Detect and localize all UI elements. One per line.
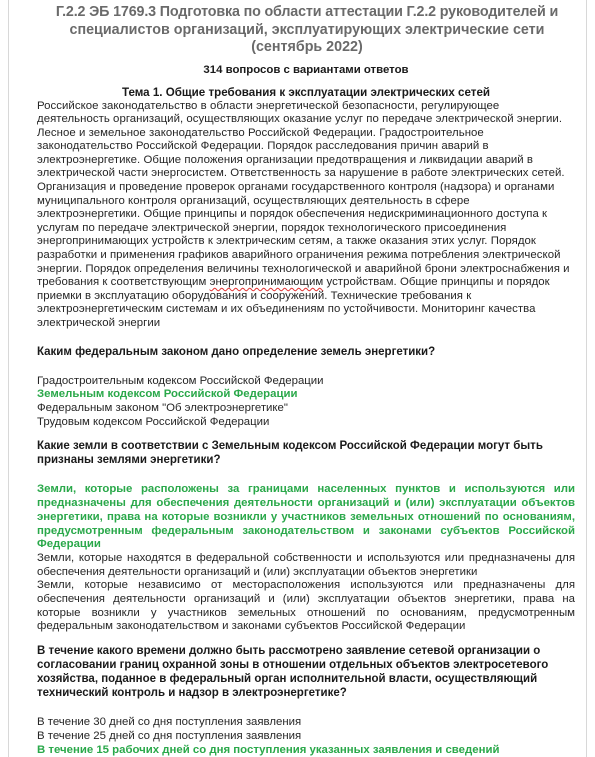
document-title-line-3: (сентябрь 2022) — [251, 39, 363, 55]
question-1: Каким федеральным законом дано определение земель энергетики? — [37, 345, 436, 358]
answer-3-3-correct: В течение 15 рабочих дней со дня поступления указанных заявления и сведений — [37, 743, 500, 756]
answer-list-1 — [37, 375, 575, 430]
answer-2-2: Земли, которые находятся в федеральной собственности и используются или предназначены для обеспечения деятельности организаций и (или) эксплуатации объектов энергетики — [37, 551, 575, 578]
document-title — [39, 4, 575, 57]
answer-1-4: Трудовым кодексом Российской Федерации — [37, 415, 270, 428]
document-title-line-1: Г.2.2 ЭБ 1769.3 Подготовка по области аттестации Г.2.2 руководителей и — [55, 4, 559, 20]
answer-list-2 — [37, 483, 575, 634]
document-frame — [8, 0, 587, 757]
topic-description — [37, 100, 575, 331]
answer-1-3: Федеральным законом "Об электроэнергетике" — [37, 402, 288, 414]
question-3: В течение какого времени должно быть рассмотрено заявление сетевой организации о согласовании границ охранной зоны в отношении отдельных объектов электросетевого хозяйства, поданное в федеральный орган исполнительной власти, осуществляющий технический контроль и надзор в электроэнергетике? — [37, 645, 549, 700]
document-subtitle: 314 вопросов с вариантами ответов — [203, 63, 409, 76]
question-2: Какие земли в соответствии с Земельным кодексом Российской Федерации могут быть признаны землями энергетики? — [37, 440, 543, 467]
topic-title: Тема 1. Общие требования к эксплуатации электрических сетей — [121, 85, 491, 99]
answer-3-2: В течение 25 дней со дня поступления заявления — [37, 729, 302, 742]
topic-text-part-1: Российское законодательство в области энергетической безопасности, регулирующее деятельность организаций, осуществляющих оказание услуг по передаче электрической энергии. Лесное и земельное законодательство Российской Федерации. Градостроительное законодательство Российской Федерации. Порядок расследования причин аварий в электроэнергетике. Общие положения организации предотвращения и ликвидации аварий в электрической части энергосистем. Ответственность за нарушение в работе электрических сетей. Организация и проведение проверок органами государственного контроля (надзора) и органами муниципального контроля организаций, осуществляющих деятельность в сфере электроэнергетики. Общие принципы и порядок обеспечения недискриминационного доступа к услугам по передаче электрической энергии, порядок технологического присоединения энергопринимающих устройств к электрическим сетям, а также оказания этих услуг. Порядок разработки и применения графиков аварийного ограничения режима потребления электрической энергии. Порядок определения величины технологической и аварийной брони электроснабжения и требования к соответствующим — [37, 99, 570, 289]
answer-3-1: В течение 30 дней со дня поступления заявления — [37, 716, 302, 729]
answer-1-1: Градостроительным кодексом Российской Федерации — [37, 374, 324, 387]
answer-list-3 — [37, 716, 575, 757]
answer-2-1-correct: Земли, которые расположены за границами населенных пунктов и используются или предназначены для обеспечения деятельности организаций и (или) эксплуатации объектов энергетики, права на которые возникли у участников земельных отношений по основаниям, предусмотренным федеральным законодательством и законами субъектов Российской Федерации — [37, 483, 575, 551]
spellcheck-flagged-word: энергопринимающим — [209, 276, 324, 289]
document-title-line-2: специалистов организаций, эксплуатирующих электрические сети — [69, 21, 545, 38]
answer-1-2-correct: Земельным кодексом Российской Федерации — [37, 388, 298, 401]
topic-text-part-2: устройствам. Общие принципы и порядок приемки в эксплуатацию оборудования и сооружений. Технические требования к электроэнергетическим системам и их объединениям по устойчивости. Мониторинг качества электрической энергии — [37, 276, 550, 329]
document-page — [37, 4, 575, 757]
answer-2-3: Земли, которые независимо от месторасположения используются или предназначены для обеспечения деятельности организаций и (или) эксплуатации объектов энергетики, права на которые возникли у участников земельных отношений по основаниям, предусмотренным федеральным законодательством и законами субъектов Российской Федерации — [37, 579, 575, 633]
